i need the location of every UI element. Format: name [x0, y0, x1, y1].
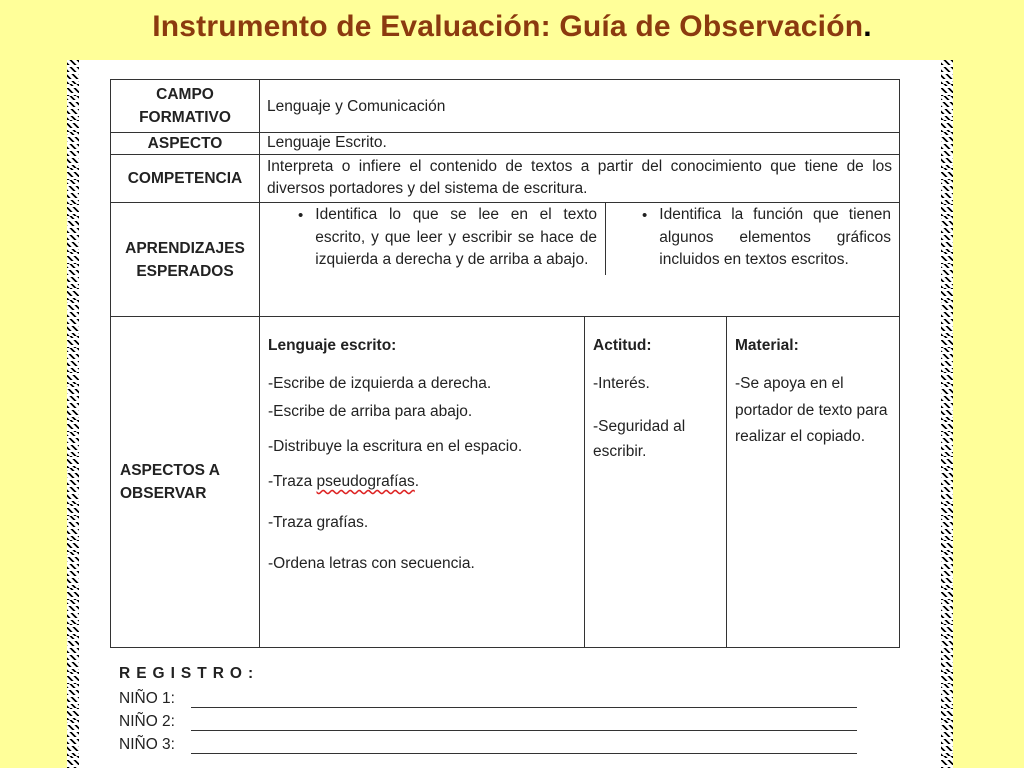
registro-blank-line[interactable]	[191, 737, 857, 754]
campo-label: CAMPO FORMATIVO	[111, 80, 260, 133]
lenguaje-item: -Escribe de izquierda a derecha.	[268, 375, 492, 392]
aspectos-label: ASPECTOS A OBSERVAR	[111, 317, 260, 648]
actitud-item: -Interés.	[593, 375, 650, 392]
registro-row-label: NIÑO 1:	[119, 690, 175, 707]
title-text: Instrumento de Evaluación: Guía de Observación	[152, 10, 864, 43]
page-title	[0, 10, 1024, 44]
aprendizaje-bullet-1: Identifica lo que se lee en el texto escrito, y que leer y escribir se hace de izquierda a derecha y de arriba a abajo.	[315, 206, 597, 268]
aspecto-label: ASPECTO	[111, 133, 260, 155]
aprendizaje-bullet-2: Identifica la función que tienen algunos elementos gráficos incluidos en textos escritos.	[659, 206, 892, 268]
row-aspecto	[111, 133, 900, 155]
row-aspectos	[111, 317, 900, 648]
row-aprendizajes	[111, 203, 900, 317]
registro-row-label: NIÑO 2:	[119, 713, 175, 730]
row-competencia	[111, 155, 900, 203]
material-item: -Se apoya en el portador de texto para realizar el copiado.	[735, 375, 888, 445]
actitud-head: Actitud:	[593, 337, 652, 354]
lenguaje-item: -Escribe de arriba para abajo.	[268, 403, 473, 420]
title-dot: .	[863, 10, 872, 43]
campo-value: Lenguaje y Comunicación	[260, 80, 900, 133]
material-col	[726, 317, 899, 647]
aprendizajes-cell	[260, 203, 900, 317]
registro-row	[119, 731, 857, 754]
registro-row-label: NIÑO 3:	[119, 736, 175, 753]
actitud-item: -Seguridad al escribir.	[593, 418, 686, 460]
aprendizajes-label: APRENDIZAJES ESPERADOS	[111, 203, 260, 317]
row-campo	[111, 80, 900, 133]
registro-row	[119, 708, 857, 731]
lenguaje-item-text: .	[414, 473, 420, 490]
registro-row	[119, 685, 857, 708]
bullet-icon: •	[298, 207, 304, 224]
competencia-label: COMPETENCIA	[111, 155, 260, 203]
competencia-value: Interpreta o infiere el contenido de textos a partir del conocimiento que tiene de los diversos portadores y del sistema de escritura.	[260, 155, 900, 203]
material-head: Material:	[735, 337, 799, 354]
left-decorative-border	[67, 60, 79, 768]
aprendizaje-col-1	[260, 203, 605, 275]
aspectos-cell	[260, 317, 900, 648]
registro-title: REGISTRO:	[119, 665, 260, 682]
lenguaje-item-text: -Traza	[268, 473, 317, 490]
lenguaje-head: Lenguaje escrito:	[268, 337, 397, 354]
document-sheet	[67, 60, 953, 768]
lenguaje-col	[260, 317, 584, 647]
aspecto-value: Lenguaje Escrito.	[260, 133, 900, 155]
registro-blank-line[interactable]	[191, 714, 857, 731]
registro-blank-line[interactable]	[191, 691, 857, 708]
lenguaje-item: -Distribuye la escritura en el espacio.	[268, 438, 523, 455]
spellcheck-underlined-word: pseudografías	[316, 473, 415, 490]
lenguaje-item: -Traza grafías.	[268, 514, 369, 531]
bullet-icon: •	[642, 207, 648, 224]
evaluation-table	[110, 79, 900, 648]
aprendizaje-col-2	[605, 203, 899, 275]
right-decorative-border	[941, 60, 953, 768]
registro-section	[119, 665, 857, 754]
lenguaje-item: -Ordena letras con secuencia.	[268, 555, 475, 572]
actitud-col	[584, 317, 726, 647]
lenguaje-item	[268, 469, 576, 494]
